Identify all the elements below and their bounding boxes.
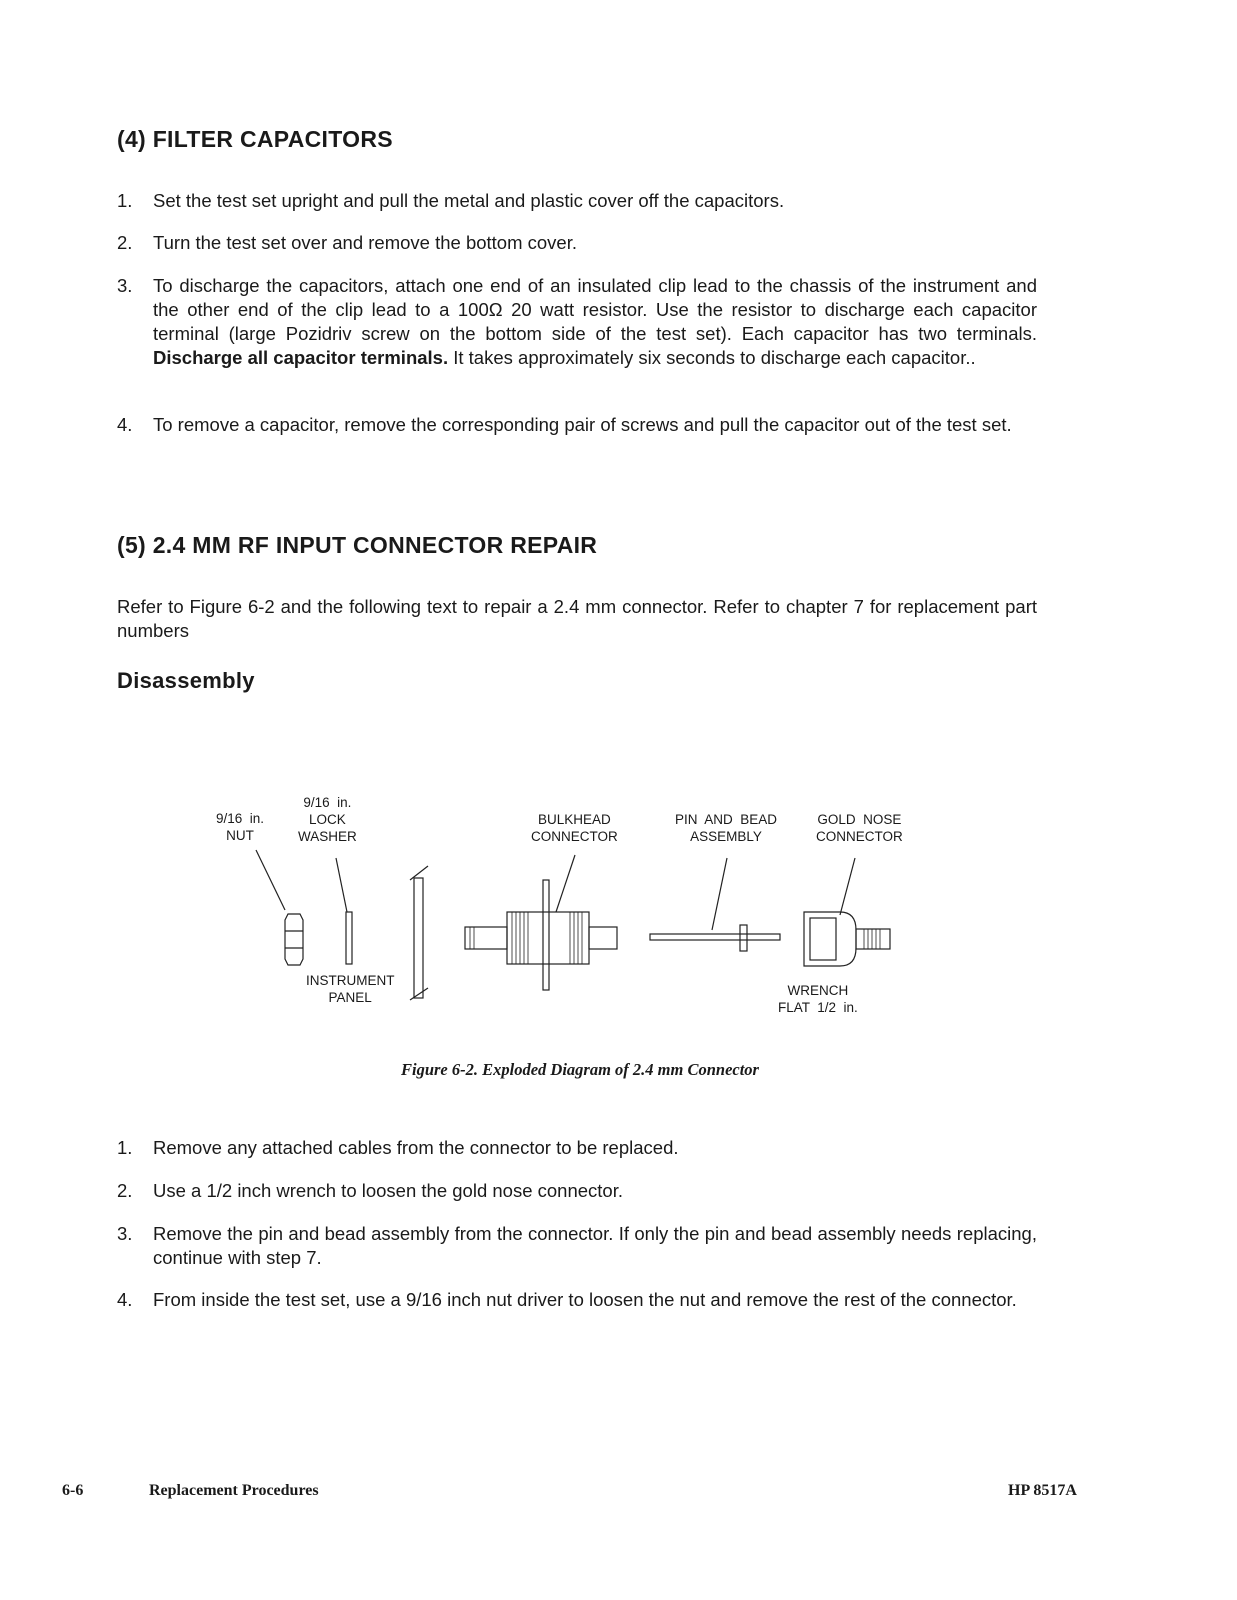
label-nut: 9/16 in. NUT: [216, 811, 265, 843]
label-pin-bead: PIN AND BEAD ASSEMBLY: [675, 812, 778, 844]
instrument-panel-shape: [410, 866, 428, 1000]
item-text: To remove a capacitor, remove the corresponding pair of screws and pull the capacitor out of the test set.: [153, 414, 1012, 435]
washer-shape: [346, 912, 352, 964]
section-heading: (5) 2.4 MM RF INPUT CONNECTOR REPAIR: [117, 532, 598, 558]
item-text: Set the test set upright and pull the metal and plastic cover off the capacitors.: [153, 190, 785, 211]
label-wrench: WRENCH FLAT 1/2 in.: [778, 983, 858, 1015]
item-text: Use a 1/2 inch wrench to loosen the gold nose connector.: [153, 1180, 623, 1201]
subsection-heading: Disassembly: [117, 668, 255, 693]
item-text: Turn the test set over and remove the bottom cover.: [153, 232, 578, 253]
item-number: 1.: [117, 190, 133, 211]
label-panel: INSTRUMENT PANEL: [306, 973, 395, 1005]
footer-model: HP 8517A: [1008, 1482, 1077, 1499]
pin-bead-shape: [650, 925, 780, 951]
text-run: To discharge the capacitors, attach one end of an insulated clip lead to the chassis of the instrument and the other end of the clip lead to a 100Ω 20 watt resistor. Use the resistor to discharge each capacitor terminal (large Pozidriv screw on the bottom side of the test set). Each capacitor has two terminals.: [153, 275, 1037, 344]
list-item: [117, 1222, 1037, 1270]
bulkhead-connector-shape: [465, 880, 617, 990]
section-heading: (4) FILTER CAPACITORS: [117, 126, 393, 152]
nut-shape: [285, 914, 303, 965]
list-item: [117, 1288, 1037, 1312]
item-number: 4.: [117, 1289, 133, 1310]
footer-section: Replacement Procedures: [149, 1482, 319, 1499]
footer-page-number: 6-6: [62, 1482, 84, 1499]
item-text: Remove the pin and bead assembly from the connector. If only the pin and bead assembly needs replacing, continue with step 7.: [153, 1223, 1037, 1268]
item-number: 2.: [117, 232, 133, 253]
gold-nose-shape: [804, 912, 890, 966]
list-item: [117, 1179, 1037, 1203]
item-number: 3.: [117, 1223, 133, 1244]
label-gold-nose: GOLD NOSE CONNECTOR: [816, 812, 903, 844]
text-run: It takes approximately six seconds to discharge each capacitor..: [448, 347, 976, 368]
list-item: [117, 1136, 1037, 1160]
figure-caption: Figure 6-2. Exploded Diagram of 2.4 mm Connector: [401, 1060, 759, 1079]
item-number: 1.: [117, 1137, 133, 1158]
item-text: From inside the test set, use a 9/16 inch nut driver to loosen the nut and remove the rest of the connector.: [153, 1289, 1017, 1310]
item-number: 4.: [117, 414, 133, 435]
warning-text: Discharge all capacitor terminals.: [153, 347, 449, 368]
item-number: 3.: [117, 275, 133, 296]
label-washer: 9/16 in. LOCK WASHER: [298, 795, 357, 844]
label-bulkhead: BULKHEAD CONNECTOR: [531, 812, 618, 844]
item-number: 2.: [117, 1180, 133, 1201]
intro-paragraph: Refer to Figure 6-2 and the following text to repair a 2.4 mm connector. Refer to chapter 7 for replacement part numbers: [117, 596, 1037, 641]
item-text: Remove any attached cables from the connector to be replaced.: [153, 1137, 679, 1158]
